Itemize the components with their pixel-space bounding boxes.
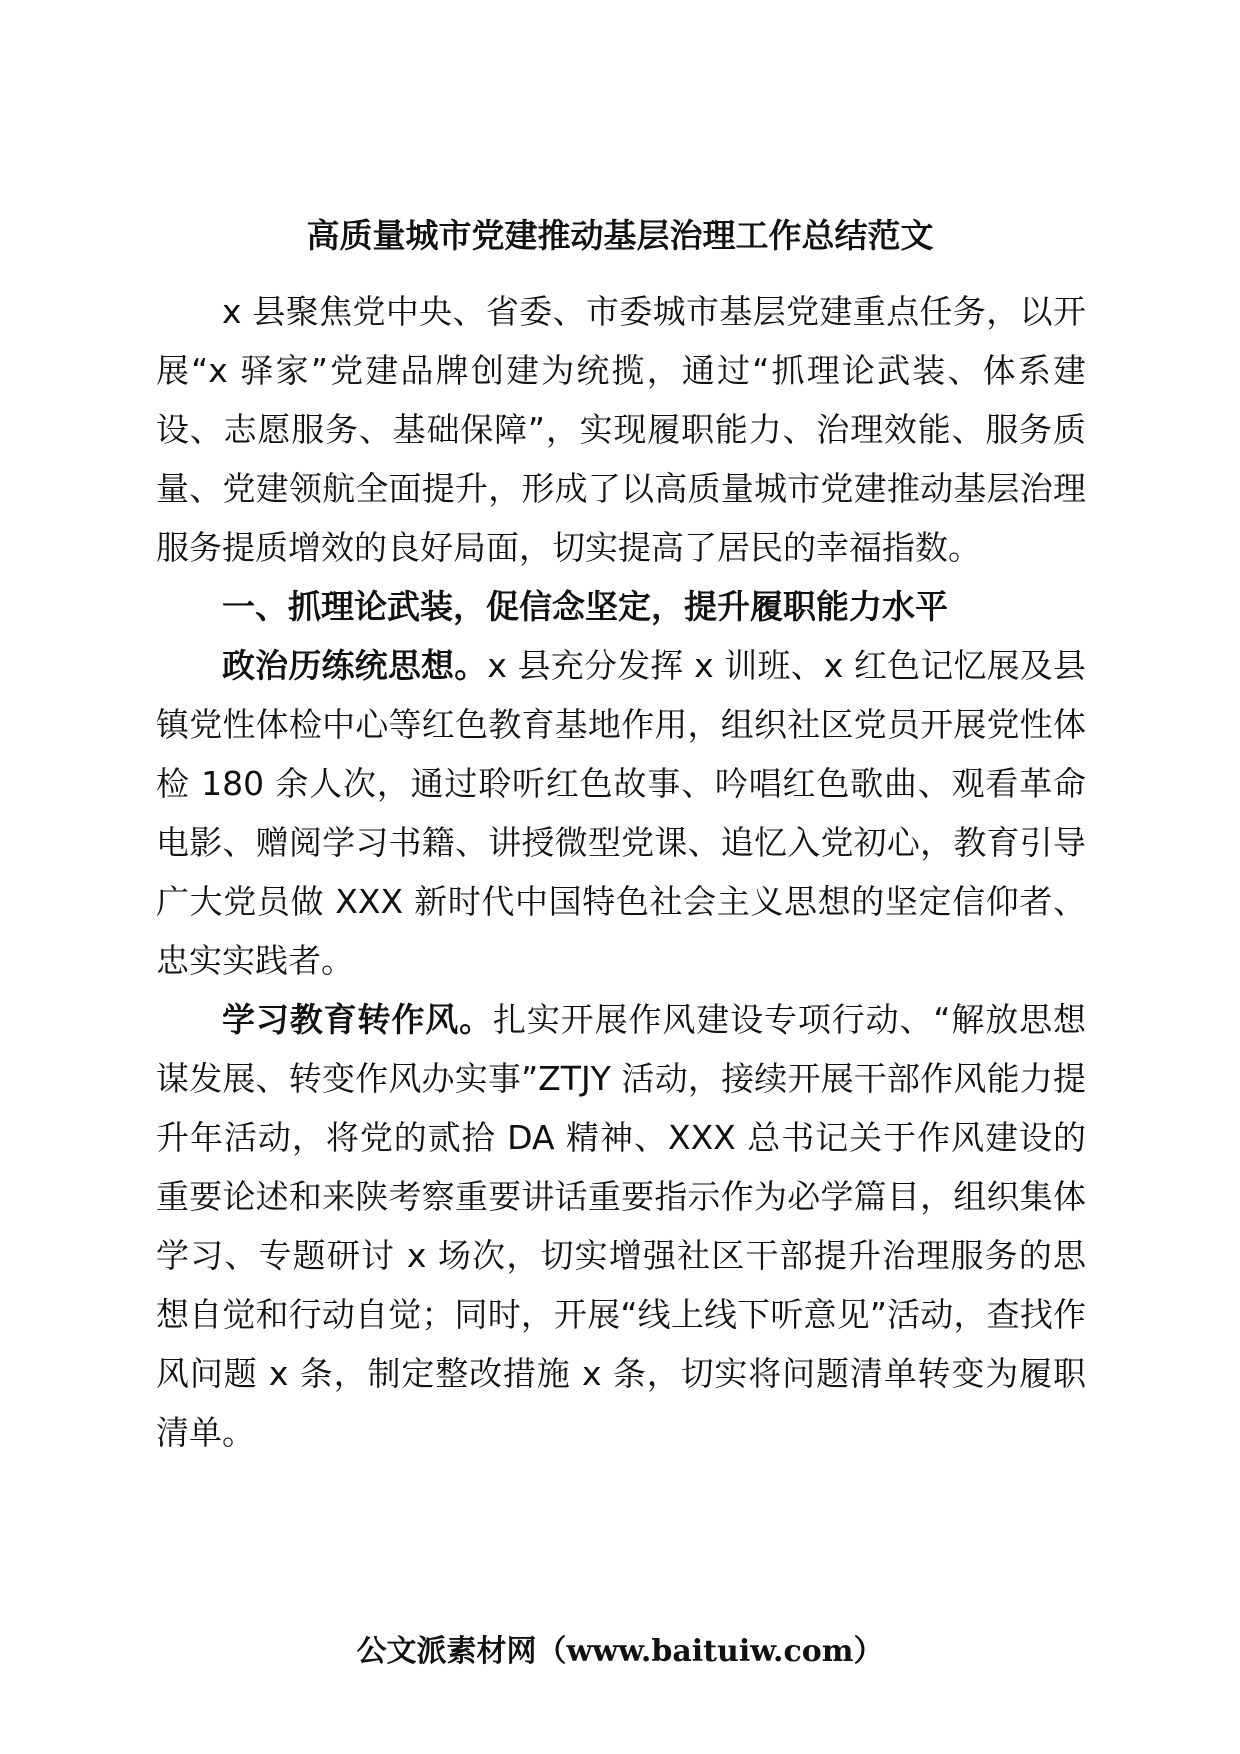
document-title: 高质量城市党建推动基层治理工作总结范文 (306, 216, 934, 255)
document-body (156, 282, 1086, 1462)
section-heading: 一、抓理论武装，促信念坚定，提升履职能力水平 (222, 587, 948, 626)
paragraph-text: 扎实开展作风建设专项行动、“解放思想谋发展、转变作风办实事”ZTJY 活动，接续开展干部作风能力提升年活动，将党的贰拾 DA 精神、XXX 总书记关于作风建设的重要论述和来陕考察重要讲话重要指示作为必学篇目，组织集体学习、专题研讨 x 场次，切实增强社区干部提升治理服务的思想自觉和行动自觉；同时，开展“线上线下听意见”活动，查找作风问题 x 条，制定整改措施 x 条，切实将问题清单转变为履职清单。 (156, 1000, 1086, 1452)
paragraph-political-training (156, 636, 1086, 990)
paragraph-lead: 政治历练统思想。 (222, 646, 488, 685)
paragraph-study-education (156, 990, 1086, 1462)
intro-paragraph: x 县聚焦党中央、省委、市委城市基层党建重点任务，以开展“x 驿家”党建品牌创建为统揽，通过“抓理论武装、体系建设、志愿服务、基础保障”，实现履职能力、治理效能、服务质量、党建领航全面提升，形成了以高质量城市党建推动基层治理服务提质增效的良好局面，切实提高了居民的幸福指数。 (156, 292, 1086, 567)
footer-watermark: 公文派素材网（www.baituiw.com） (356, 1634, 884, 1669)
paragraph-text: x 县充分发挥 x 训班、x 红色记忆展及县镇党性体检中心等红色教育基地作用，组织社区党员开展党性体检 180 余人次，通过聆听红色故事、吟唱红色歌曲、观看革命电影、赠阅学习书籍、讲授微型党课、追忆入党初心，教育引导广大党员做 XXX 新时代中国特色社会主义思想的坚定信仰者、忠实实践者。 (156, 646, 1087, 980)
paragraph-lead: 学习教育转作风。 (222, 1000, 494, 1039)
